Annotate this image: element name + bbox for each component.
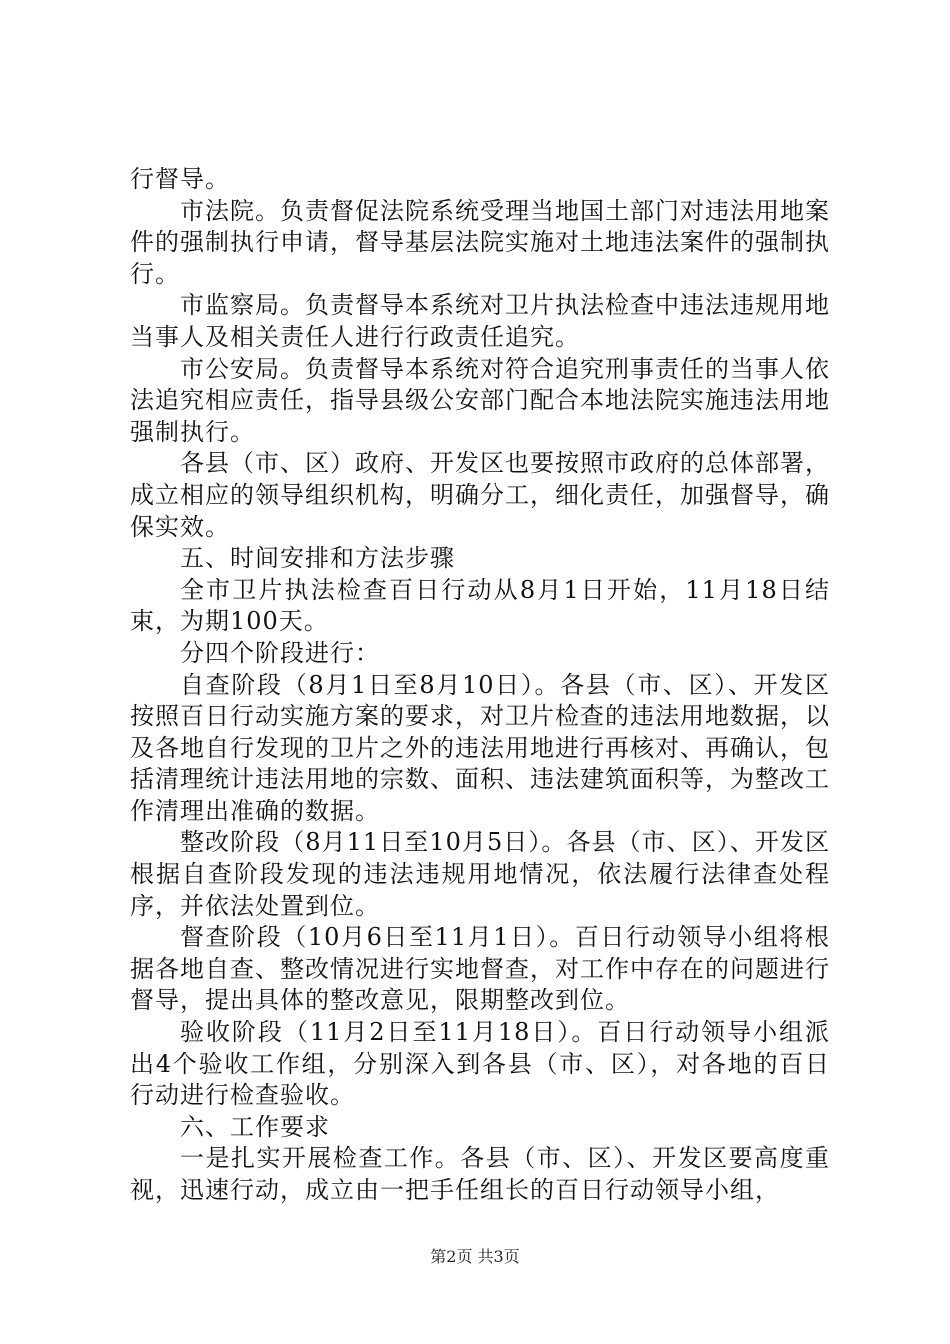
paragraph: 整改阶段（8月11日至10月5日）。各县（市、区）、开发区根据自查阶段发现的违法违规用地情况，依法履行法律查处程序，并依法处置到位。 [130,828,830,920]
paragraph: 市监察局。负责督导本系统对卫片执法检查中违法违规用地当事人及相关责任人进行行政责任追究。 [130,291,830,351]
paragraph: 行督导。 [130,165,230,193]
paragraph: 全市卫片执法检查百日行动从8月1日开始，11月18日结束，为期100天。 [130,575,830,636]
paragraph: 各县（市、区）政府、开发区也要按照市政府的总体部署，成立相应的领导组织机构，明确分工，细化责任，加强督导，确保实效。 [130,449,830,541]
paragraph: 市公安局。负责督导本系统对符合追究刑事责任的当事人依法追究相应责任，指导县级公安部门配合本地法院实施违法用地强制执行。 [130,354,830,446]
paragraph: 验收阶段（11月2日至11月18日）。百日行动领导小组派出4个验收工作组，分别深入到各县（市、区），对各地的百日行动进行检查验收。 [130,1018,830,1110]
section-heading: 五、时间安排和方法步骤 [180,544,455,573]
paragraph: 一是扎实开展检查工作。各县（市、区）、开发区要高度重视，迅速行动，成立由一把手任组长的百日行动领导小组， [130,1144,830,1204]
section-heading: 六、工作要求 [180,1112,330,1141]
document-body [130,164,830,1207]
paragraph: 督查阶段（10月6日至11月1日）。百日行动领导小组将根据各地自查、整改情况进行实地督查，对工作中存在的问题进行督导，提出具体的整改意见，限期整改到位。 [130,923,830,1015]
paragraph: 市法院。负责督促法院系统受理当地国土部门对违法用地案件的强制执行申请，督导基层法院实施对土地违法案件的强制执行。 [130,196,830,288]
paragraph: 分四个阶段进行： [180,638,380,667]
paragraph: 自查阶段（8月1日至8月10日）。各县（市、区）、开发区按照百日行动实施方案的要求，对卫片检查的违法用地数据，以及各地自行发现的卫片之外的违法用地进行再核对、再确认，包括清理统计违法用地的宗数、面积、违法建筑面积等，为整改工作清理出准确的数据。 [130,670,830,825]
page-footer: 第2页 共3页 [430,1247,520,1266]
